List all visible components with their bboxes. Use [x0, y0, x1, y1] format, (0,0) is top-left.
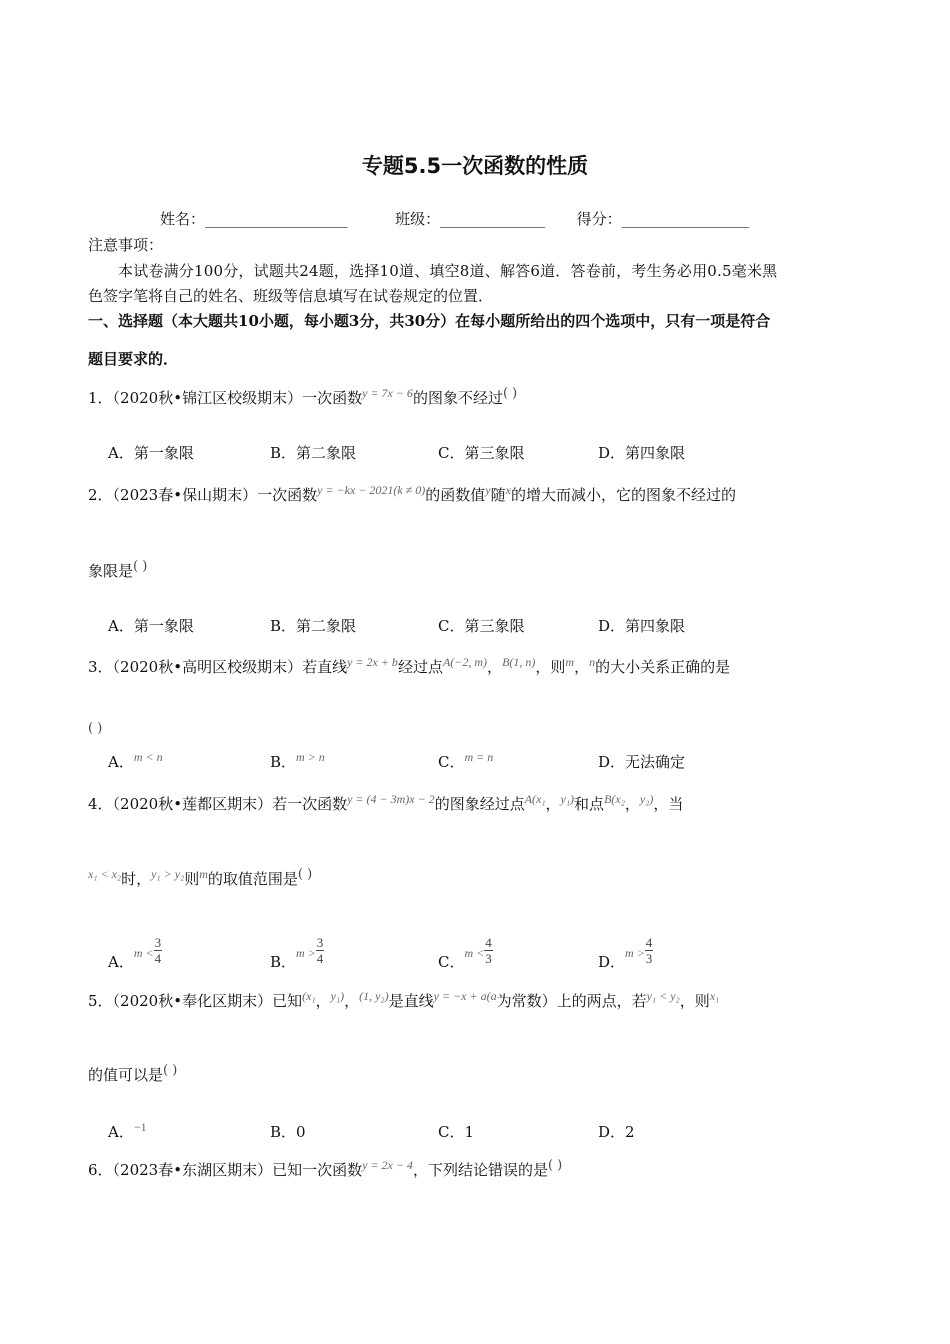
score-label: 得分： — [576, 210, 622, 228]
score-blank[interactable]: _________________ — [621, 210, 750, 228]
q1-option-b[interactable]: B．第二象限 — [270, 444, 357, 462]
q2-option-a[interactable]: A．第一象限 — [108, 617, 194, 635]
q5-option-c[interactable]: C．1 — [438, 1123, 475, 1141]
q2-equation: y = −kx − 2021(k ≠ 0) — [317, 483, 426, 497]
class-label: 班级： — [395, 210, 441, 228]
q3-option-d[interactable]: D．无法确定 — [598, 753, 686, 771]
name-label: 姓名： — [160, 210, 206, 228]
q4-option-c[interactable]: C．$_{m <}$ $\frac{4}{3}$ — [438, 935, 492, 971]
fraction: $\frac{3}{4}$ — [154, 935, 162, 966]
q3-option-c[interactable]: C．$^{m = n}$ — [438, 750, 494, 771]
q3-option-b[interactable]: B．$^{m > n}$ — [270, 750, 325, 771]
answer-paren[interactable]: ( ) — [88, 721, 103, 736]
section1-heading: 一、选择题（本大题共10小题，每小题3分，共30分）在每小题所给出的四个选项中，只有一项是符合 — [88, 312, 771, 330]
q3-equation: y = 2x + b — [347, 655, 398, 669]
answer-paren[interactable]: ( ) — [297, 867, 313, 882]
answer-paren[interactable]: ( ) — [133, 559, 148, 574]
question-6: 6．（2023春•东湖区期末）已知一次函数$^{y = 2x - 4}$，下列结论错误的是( ) — [88, 1158, 563, 1179]
q5-option-d[interactable]: D．2 — [598, 1123, 635, 1141]
q4-option-d[interactable]: D．$_{m >}$ $\frac{4}{3}$ — [598, 935, 653, 971]
q1-equation: y = 7x − 6 — [362, 386, 413, 400]
fraction: $\frac{3}{4}$ — [316, 935, 324, 966]
name-blank[interactable]: ___________________ — [205, 210, 348, 228]
answer-paren[interactable]: ( ) — [502, 386, 518, 401]
page-title: 专题5.5一次函数的性质 — [361, 154, 589, 178]
fraction: $\frac{4}{3}$ — [485, 935, 492, 966]
q5-option-b[interactable]: B．0 — [270, 1123, 306, 1141]
q1-option-c[interactable]: C．第三象限 — [438, 444, 525, 462]
q1-option-a[interactable]: A．第一象限 — [108, 444, 194, 462]
question-3: 3．（2020秋•高明区校级期末）若直线$^{y = 2x + b}$经过点$^{A(-2, m)}$，$^{B(1, n)}$，则$^m$，$^n$的大小关系正确的是 — [88, 655, 731, 676]
q4-equation: y = (4 − 3m)x − 2 — [347, 792, 435, 806]
notice-line2: 色签字笔将自己的姓名、班级等信息填写在试卷规定的位置． — [88, 287, 494, 305]
q2-option-c[interactable]: C．第三象限 — [438, 617, 525, 635]
notice-heading: 注意事项： — [88, 236, 164, 254]
q4-option-a[interactable]: A．$_{m <}$ $\frac{3}{4}$ — [108, 935, 162, 971]
q5-option-a[interactable]: A．$^{-1}$ — [108, 1120, 147, 1141]
q6-equation: y = 2x − 4 — [362, 1158, 413, 1172]
answer-paren[interactable]: ( ) — [163, 1063, 178, 1078]
class-blank[interactable]: ______________ — [440, 210, 546, 228]
question-4: 4．（2020秋•莲都区期末）若一次函数$^{y = (4 - 3m)x - 2}$的图象经过点$^{A(x_1}$，$^{y_1)}$和点$^{B(x_2}$，$^{y_2)}$，当 — [88, 792, 684, 813]
question-5-cont: 的值可以是( ) — [88, 1063, 178, 1084]
fraction: $\frac{4}{3}$ — [645, 935, 653, 966]
q3-option-a[interactable]: A．$^{m < n}$ — [108, 750, 163, 771]
question-2: 2．（2023春•保山期末）一次函数$^{y = -kx - 2021(k \ne 0)}$的函数值$^y$随$^x$的增大而减小，它的图象不经过的 — [88, 483, 736, 504]
question-1: 1．（2020秋•锦江区校级期末）一次函数$^{y = 7x - 6}$的图象不经过( ) — [88, 386, 518, 407]
q5-equation: y = −x + a(a — [433, 989, 497, 1003]
question-2-cont: 象限是( ) — [88, 559, 148, 580]
student-info-row — [160, 208, 749, 229]
q1-option-d[interactable]: D．第四象限 — [598, 444, 686, 462]
question-3-cont — [88, 718, 102, 736]
answer-paren[interactable]: ( ) — [547, 1158, 563, 1173]
question-4-cont: $^{x_1 < x_2}$时，$^{y_1 > y_2}$则$^m$的取值范围是( ) — [88, 867, 313, 888]
question-5: 5．（2020秋•奉化区期末）已知$^{(x_1}$，$^{y_1)}$，$^{(1, y_2)}$是直线$^{y = -x + a(a}$为常数）上的两点，若$^{y_1 < y_2}$，则$^{x_1}$ — [88, 989, 720, 1010]
q2-option-b[interactable]: B．第二象限 — [270, 617, 357, 635]
q4-option-b[interactable]: B．$_{m >}$ $\frac{3}{4}$ — [270, 935, 324, 971]
section1-heading-cont: 题目要求的． — [88, 350, 179, 368]
q2-option-d[interactable]: D．第四象限 — [598, 617, 686, 635]
notice-line1: 本试卷满分100分，试题共24题，选择10道、填空8道、解答6道．答卷前，考生务必用0.5毫米黑 — [118, 262, 778, 280]
